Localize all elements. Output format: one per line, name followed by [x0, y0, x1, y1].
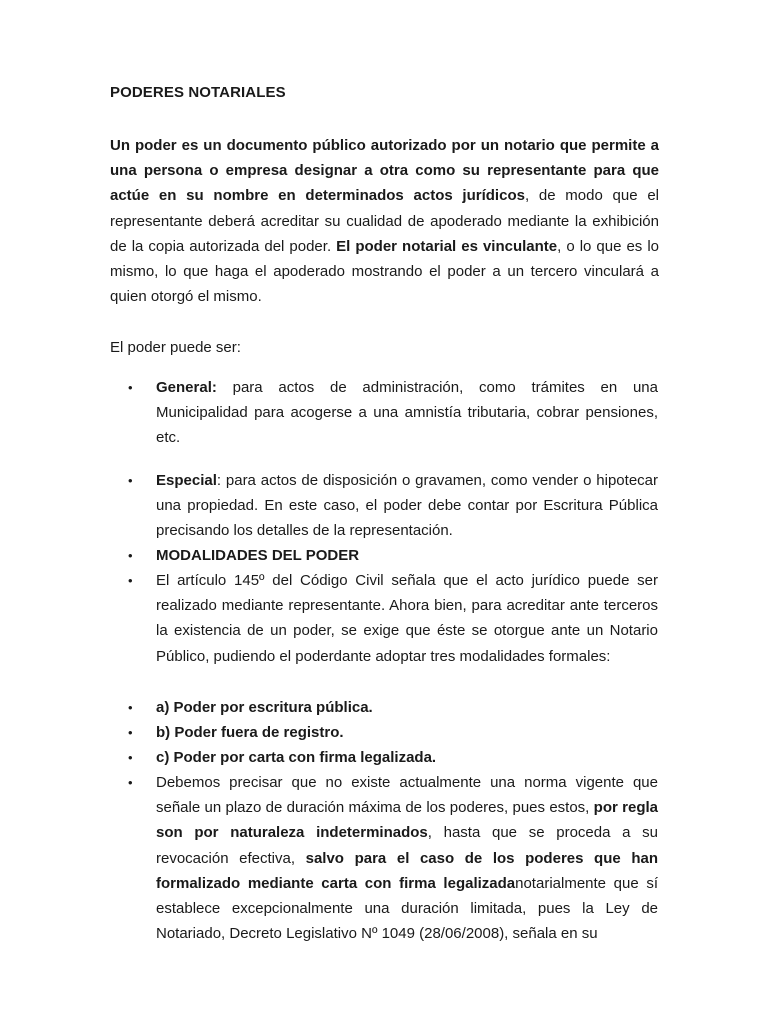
- bullet-icon: •: [128, 725, 133, 740]
- intro-text-2: , o lo que es lo mismo, lo que haga el apoderado mostrando el poder a un tercero vinculará a quien otorgó el mismo.: [110, 237, 659, 306]
- list-item-escritura: [156, 695, 658, 720]
- document-title: PODERES NOTARIALES: [110, 84, 286, 101]
- general-label: General:: [156, 379, 217, 396]
- bullet-icon: •: [128, 775, 133, 790]
- list-item-general: [156, 375, 658, 451]
- debemos-text-3: notarialmente que sí establece excepcionalmente una duración limitada, pues la Ley de Notariado, Decreto Legislativo Nº 1049 (28/06/2008), señala en su: [156, 874, 658, 943]
- debemos-text-1: Debemos precisar que no existe actualmente una norma vigente que señale un plazo de duración máxima de los poderes, pues estos,: [156, 774, 658, 817]
- bullet-icon: •: [128, 548, 133, 563]
- escritura-label: a) Poder por escritura pública.: [156, 699, 373, 716]
- bullet-icon: •: [128, 380, 133, 395]
- general-text: para actos de administración, como trámites en una Municipalidad para acogerse a una amnistía tributaria, cobrar pensiones, etc.: [156, 379, 658, 447]
- list-item-modalidades: [156, 543, 658, 568]
- bullet-icon: •: [128, 750, 133, 765]
- especial-text: : para actos de disposición o gravamen, como vender o hipotecar una propiedad. En este caso, el poder debe contar por Escritura Pública precisando los detalles de la representación.: [156, 472, 658, 540]
- intro-bold-vinculante: El poder notarial es vinculante: [336, 237, 558, 255]
- list-item-especial: [156, 468, 658, 544]
- fuera-registro-label: b) Poder fuera de registro.: [156, 724, 344, 741]
- debemos-bold-1: por regla son por naturaleza indeterminados: [156, 799, 658, 842]
- bullet-icon: •: [128, 573, 133, 588]
- especial-label: Especial: [156, 472, 217, 489]
- bullet-icon: •: [128, 473, 133, 488]
- intro-text-1: , de modo que el representante deberá acreditar su cualidad de apoderado mediante la exhibición de la copia autorizada del poder.: [110, 187, 659, 255]
- carta-label: c) Poder por carta con firma legalizada.: [156, 749, 437, 766]
- list-item-debemos: [156, 770, 658, 946]
- debemos-bold-2: salvo para el caso de los poderes que han formalizado mediante carta con firma legalizada: [156, 849, 658, 892]
- list-item-carta: [156, 745, 658, 770]
- intro-bold-definition: Un poder es un documento público autorizado por un notario que permite a una persona o empresa designar a otra como su representante para que actúe en su nombre en determinados actos jurídicos: [110, 137, 659, 205]
- debemos-text-2: , hasta que se proceda a su revocación efectiva,: [156, 824, 658, 867]
- lead-paragraph: El poder puede ser:: [110, 339, 241, 356]
- modalidades-label: MODALIDADES DEL PODER: [156, 547, 360, 564]
- intro-paragraph: [110, 133, 659, 309]
- list-item-fuera-registro: [156, 720, 658, 745]
- bullet-icon: •: [128, 700, 133, 715]
- list-item-articulo: El artículo 145º del Código Civil señala que el acto jurídico puede ser realizado mediante representante. Ahora bien, para acreditar ante terceros la existencia de un poder, se exige que éste se otorgue ante un Notario Público, pudiendo el poderdante adoptar tres modalidades formales:: [156, 572, 658, 665]
